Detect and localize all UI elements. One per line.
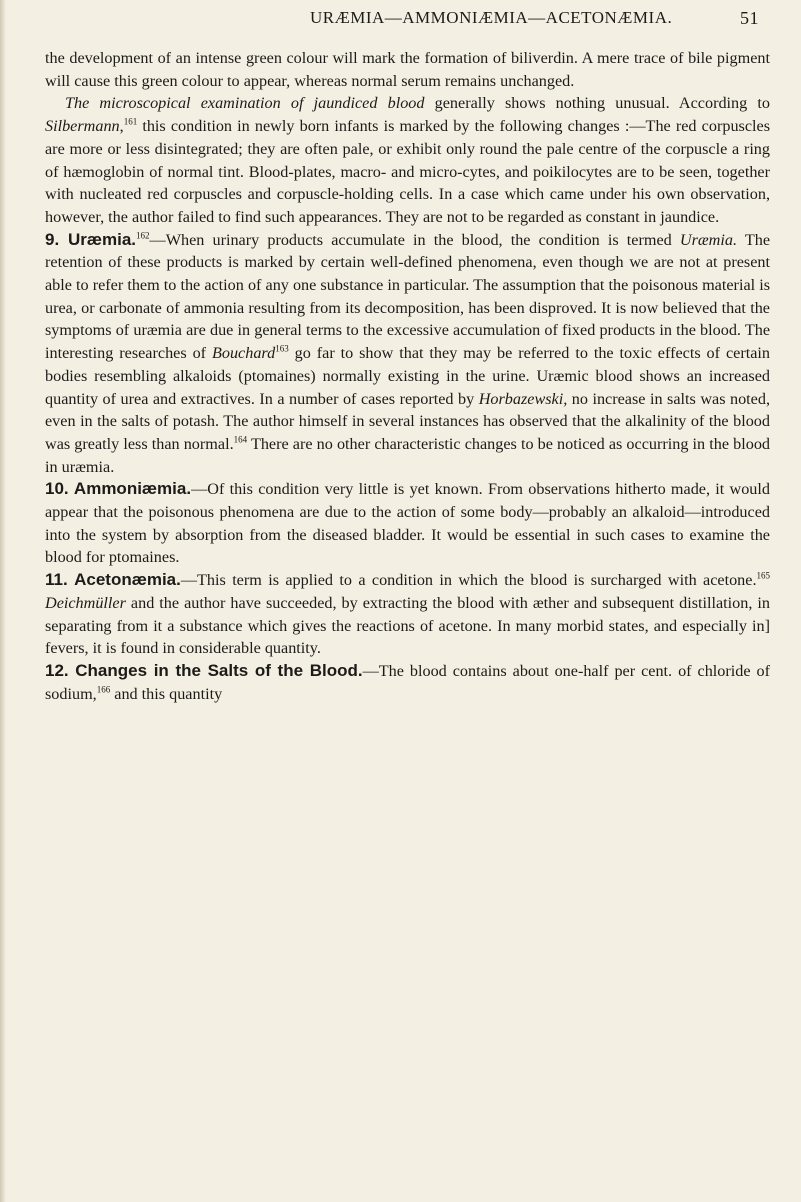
paragraph-lead: The microscopical examination of jaundiced blood	[65, 94, 425, 113]
page-edge-shadow	[0, 0, 6, 1202]
section-salts-of-blood: 12. Changes in the Salts of the Blood.—The blood contains about one-half per cent. of chloride of sodium,$^{166}$ and this quantity	[45, 660, 770, 703]
body-text	[45, 47, 770, 705]
footnote-ref: 161	[123, 116, 138, 127]
paragraph-biliverdin: the development of an intense green colour will mark the formation of biliverdin. A mere trace of bile pigment will cause this green colour to appear, whereas normal serum remains unchanged.	[45, 49, 770, 90]
footnote-ref: 165	[756, 570, 770, 581]
section-ammoniaemia: 10. Ammoniæmia.—Of this condition very little is yet known. From observations hitherto made, it would appear that the poisonous phenomena are due to the action of some body—probably an alkaloid—introduced into the system by absorption from the diseased bladder. It would be essential in such cases to examine the blood for ptomaines.	[45, 479, 770, 567]
term: Uræmia.	[679, 230, 737, 249]
section-heading: 10. Ammoniæmia.	[45, 479, 192, 499]
section-uraemia: 9. Uræmia.$^{162}$—When urinary products accumulate in the blood, the condition is termed Uræmia. The retention of these products is marked by certain well-defined phenomena, even though we are not at present able to refer them to the action of any one substance in particular. The assumption that the poisonous material is urea, or carbonate of ammonia resulting from its decomposition, has been disproved. It is now believed that the symptoms of uræmia are due in general terms to the excessive accumulation of fixed products in the blood. The interesting researches of Bouchard$^{163}$ go far to show that they may be referred to the toxic effects of certain bodies resembling alkaloids (ptomaines) normally existing in the urine. Uræmic blood shows an increased quantity of urea and extractives. In a number of cases reported by Horbazewski, no increase in salts was noted, even in the salts of potash. The author himself in several instances has observed that the alkalinity of the blood was greatly less than normal.$^{164}$ There are no other characteristic changes to be noticed as occurring in the blood in uræmia.	[45, 229, 771, 476]
paragraph-microscopical-examination: The microscopical examination of jaundiced blood generally shows nothing unusual. According to Silbermann,$^{161}$ this condition in newly born infants is marked by the following changes :—The red corpuscles are more or less disintegrated; they are often pale, or exhibit only round the pale centre of the corpuscle a ring of hæmoglobin of normal tint. Blood-plates, macro- and micro-cytes, and poikilocytes are to be seen, together with nucleated red corpuscles and corpuscle-holding cells. In a case which came under his own observation, however, the author failed to find such appearances. They are not to be regarded as constant in jaundice.	[45, 94, 770, 226]
author-name: Bouchard	[211, 344, 276, 363]
page-number: 51	[740, 8, 759, 28]
author-name: Horbazewski,	[478, 389, 568, 408]
footnote-ref: 166	[96, 684, 111, 695]
footnote-ref: 162	[136, 230, 150, 241]
footnote-ref: 163	[275, 343, 289, 354]
author-name: Deichmüller	[45, 593, 126, 612]
page-header	[0, 8, 801, 36]
running-head: URÆMIA—AMMONIÆMIA—ACETONÆMIA.	[310, 8, 673, 27]
section-heading: 11. Acetonæmia.	[45, 570, 181, 590]
section-heading: 12. Changes in the Salts of the Blood.	[45, 660, 363, 680]
section-acetonaemia: 11. Acetonæmia.—This term is applied to a condition in which the blood is surcharged with acetone.$^{165}$ Deichmüller and the author have succeeded, by extracting the blood with æther and subsequent distillation, in separating from it a substance which gives the reactions of acetone. In many morbid states, and especially in] fevers, it is found in considerable quantity.	[45, 570, 770, 658]
author-name: Silbermann	[45, 117, 120, 136]
section-heading: 9. Uræmia.	[45, 229, 137, 249]
footnote-ref: 164	[233, 434, 248, 445]
